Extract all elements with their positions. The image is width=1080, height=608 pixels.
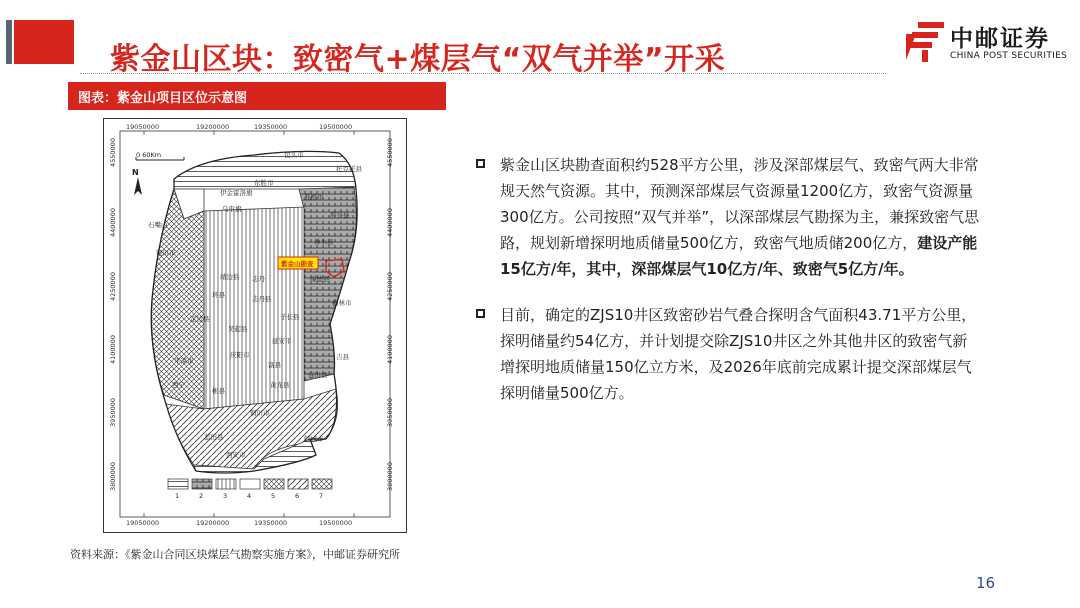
x-tick-4: 19500000 [319,123,353,131]
company-logo [902,18,1072,68]
y-tick-right-4: 4100000 [386,335,394,364]
place-label: 黄龙县 [270,381,290,389]
y-tick-right-2: 4400000 [386,208,394,237]
x-tick-3: 19350000 [254,123,288,131]
legend-number: 6 [295,492,300,500]
target-block-label: 紫金山勘查 [281,260,314,268]
y-tick-4: 4100000 [109,335,117,364]
place-label: 吴起县 [228,325,248,333]
scale-label: 0 60Km [136,151,162,159]
y-tick-2: 4400000 [109,208,117,237]
x-tick-bottom-4: 19500000 [319,519,353,527]
place-label: 志丹 [252,275,265,283]
place-label: 庆阳市 [230,351,250,359]
place-label: 蓝田县 [204,433,224,441]
place-label: 平凉市 [174,357,194,365]
legend-number: 2 [199,492,204,500]
accent-bar-dark [6,20,12,64]
x-tick-bottom-1: 19050000 [126,519,160,527]
title-divider [80,73,886,74]
x-tick-bottom-3: 19350000 [254,519,288,527]
china-post-logo-icon [902,20,946,64]
place-label: 彬县 [212,387,225,395]
logo-text-cn: 中邮证券 [950,26,1050,52]
x-tick-2: 19200000 [196,123,230,131]
north-label: N [132,168,139,177]
map-legend [168,479,332,500]
legend-number: 4 [247,492,252,500]
accent-bar-red [14,20,74,64]
place-label: 托克托县 [336,165,362,173]
place-label: 绥德县 [310,275,330,283]
place-label: 定边县 [190,315,210,323]
y-tick-right-5: 3950000 [386,398,394,427]
place-label: 西安市 [226,451,246,459]
map-figure [104,119,406,532]
logo-text-en: CHINA POST SECURITIES [950,51,1068,61]
place-label: 神木县 [314,238,334,246]
place-label: 西宁 [172,381,185,389]
figure-caption-bar [68,82,446,110]
bullet-item [476,302,981,406]
place-label: 韩城市 [304,435,324,443]
source-note: 资料来源：《紫金山合同区块煤层气勘察实施方案》，中邮证券研究所 [70,548,400,561]
place-label: 铜川市 [250,409,270,417]
region-3 [204,207,304,409]
place-label: 环县 [212,291,225,299]
bullet-bold-text: 建设产能15亿方/年，其中，深部煤层气10亿方/年、致密气5亿方/年。 [500,234,978,278]
place-label: 伊金霍洛旗 [220,189,253,197]
place-label: 靖边县 [220,273,240,281]
y-tick-right-3: 4250000 [386,272,394,301]
place-label: 乌审旗 [222,205,242,213]
legend-number: 3 [223,492,228,500]
place-label: 府谷县 [330,211,350,219]
bullet-square-icon [476,309,485,318]
legend-number: 5 [271,492,276,500]
place-label: 吉县 [336,353,349,361]
y-tick-5: 3950000 [109,398,117,427]
place-label: 石嘴山 [148,221,168,229]
x-tick-1: 19050000 [126,123,160,131]
north-arrow-icon [134,177,142,195]
x-tick-bottom-2: 19200000 [196,519,230,527]
place-label: 富县 [268,361,281,369]
bullet-text: 紫金山区块勘查面积约528平方公里，涉及深部煤层气、致密气两大非常规天然气资源。其中，预测深部煤层气资源量1200亿方，致密气资源量300亿方。公司按照“双气并举”，以深部煤层气勘探为主，兼探致密气思路，规划新增探明地质储量500亿方，致密气地质储200亿方， [500,156,980,252]
y-tick-3: 4250000 [109,272,117,301]
place-label: 榆林市 [332,299,352,307]
bullet-text: 目前，确定的ZJS10井区致密砂岩气叠合探明含气面积43.71平方公里，探明储量约54亿方，并计划提交除ZJS10井区之外其他井区的致密气新增探明地质储量150亿立方米，及2026年底前完成累计提交深部煤层气探明储量500亿方。 [500,306,977,402]
place-label: 东胜市 [254,179,274,187]
y-tick-1: 4550000 [109,138,117,167]
location-map [103,118,407,533]
place-label: 准格尔 [304,193,324,201]
y-tick-right-6: 3800000 [386,462,394,491]
y-tick-right-1: 4550000 [386,138,394,167]
bullet-square-icon [476,159,485,168]
legend-number: 1 [175,492,180,500]
page-number: 16 [976,574,996,592]
bullet-list [476,152,981,426]
bullet-item [476,152,981,282]
y-tick-6: 3800000 [109,462,117,491]
place-label: 志丹县 [252,295,272,303]
slide-title: 紫金山区块：致密气+煤层气“双气并举”开采 [110,42,726,77]
place-label: 银川市 [156,249,176,257]
place-label: 子长县 [280,313,300,321]
figure-caption: 图表：紫金山项目区位示意图 [78,91,248,106]
place-label: 包头市 [284,151,304,159]
place-label: 宜川县 [308,371,328,379]
legend-number: 7 [319,492,324,500]
place-label: 延安市 [272,337,292,345]
